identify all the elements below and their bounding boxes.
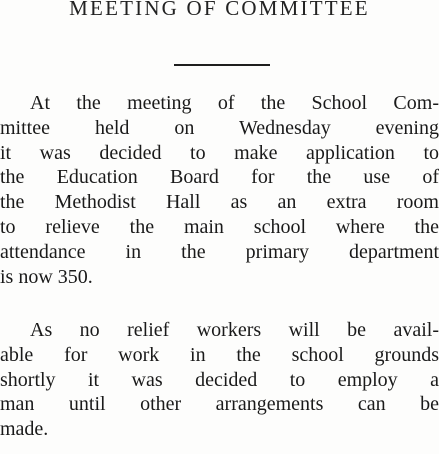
paragraph-line: it was decided to make application to	[0, 141, 439, 164]
paragraph-line: attendance in the primary department	[0, 240, 439, 263]
article-paragraph-2	[0, 318, 439, 442]
paragraph-line: shortly it was decided to employ a	[0, 368, 439, 391]
headline-divider	[174, 64, 270, 66]
paragraph-line: As no relief workers will be avail-	[30, 319, 439, 341]
paragraph-line: man until other arrangements can be	[0, 393, 439, 416]
paragraph-line: mittee held on Wednesday evening	[0, 116, 439, 139]
article-headline: MEETING OF COMMITTEE	[69, 0, 370, 20]
paragraph-line: made.	[0, 418, 49, 441]
paragraph-line: able for work in the school grounds	[0, 343, 439, 366]
paragraph-line: is now 350.	[0, 265, 93, 288]
paragraph-line: the Education Board for the use of	[0, 166, 439, 189]
article-paragraph-1	[0, 91, 439, 289]
paragraph-line: to relieve the main school where the	[0, 215, 439, 238]
paragraph-line: the Methodist Hall as an extra room	[0, 191, 439, 214]
paragraph-line: At the meeting of the School Com-	[30, 92, 439, 114]
